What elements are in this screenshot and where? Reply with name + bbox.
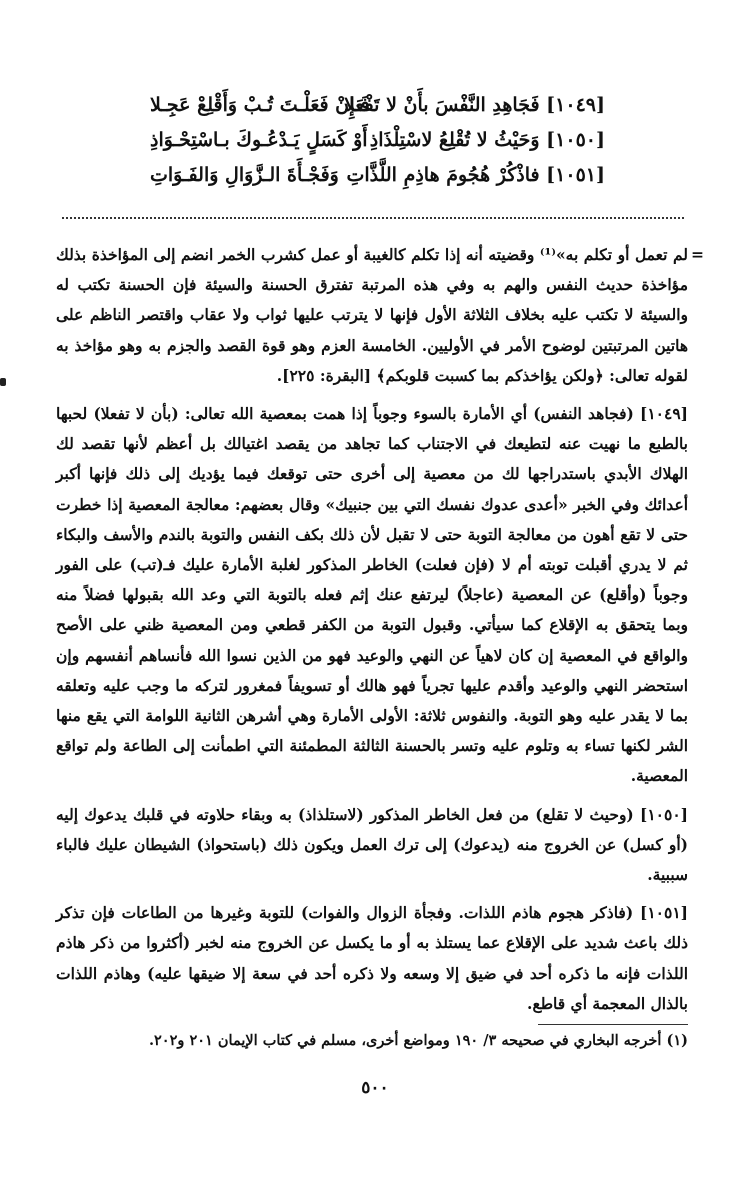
commentary-paragraph: [١٠٥١] (فاذكر هجوم هاذم اللذات. وفجأة الزوال والفوات) للتوبة وغيرها من الطاعات فإن تذكر ذلك باعث شديد على الإقلاع عما يستلذ به أو ما يكسل عن الخروج منه لخبر (أكثروا من ذكر هاذم اللذات فإنه ما ذكره أحد في ضيق إلا وسعه ولا ذكره أحد في سعة إلا ضيقها عليه) وهاذم اللذات بالذال المعجمة أي قاطع.: [56, 903, 688, 1013]
verse-first-hemistich: [١٠٤٩] فَجَاهِدِ النَّفْسَ بأَنْ لا تَفْعَلا: [344, 94, 605, 116]
verse-first-hemistich: [١٠٥٠] وَحَيْثُ لا تُقْلِعُ لاسْتِلْذَاذِ: [369, 129, 605, 151]
footnote-rule: [538, 1024, 688, 1025]
commentary-paragraph: لم تعمل أو تكلم به»⁽¹⁾ وقضيته أنه إذا تكلم كالغيبة أو عمل كشرب الخمر انضم إلى المؤاخذة بذلك مؤاخذة حديث النفس والهم به وفي هذه المرتبة تفترق الحسنة والسيئة فإن الحسنة تكتب له والسيئة لا تكتب عليه بخلاف الثلاثة الأول فإنها لا يترتب عليها ثواب ولا عقاب واقتصر الناظم على هاتين المرتبتين لوضوح الأمر في الأوليين. الخامسة العزم وهو قوة القصد والجزم به وهو مؤاخذ به لقوله تعالى: ﴿ولكن يؤاخذكم بما كسبت قلوبكم﴾ [البقرة: ٢٢٥].: [56, 245, 689, 385]
verse-second-hemistich: فَـإِنْ فَعَلْـتَ تُـبْ وَأَقْلِعْ عَجِـلا: [150, 94, 370, 116]
commentary-text: [56, 240, 704, 1019]
commentary-paragraph: [١٠٥٠] (وحيث لا تقلع) من فعل الخاطر المذكور (لاستلذاذ) به وبقاء حلاوته في قلبك يدعوك إليه (أو كسل) عن الخروج منه (يدعوك) إلى ترك العمل ويكون ذلك (باستحواذ) الشيطان عليك فالباء سببية.: [56, 804, 688, 885]
verse-second-hemistich: أَوْ كَسَلٍ يَـدْعُـوكَ بـاسْتِحْـوَاذِ: [150, 129, 368, 151]
verse-first-hemistich: [١٠٥١] فاذْكُرْ هُجُومَ هاذِمِ اللَّذَّاتِ: [346, 164, 605, 186]
commentary-paragraph: [١٠٤٩] (فجاهد النفس) أي الأمارة بالسوء وجوباً إذا همت بمعصية الله تعالى: (بأن لا تفعلا) لحبها بالطبع ما نهيت عنه لتطيعك في الاجتناب كما تجاهد من يقصد اغتيالك بل أعظم لأنها تقصد لك الهلاك الأبدي باستدراجها لك من معصية إلى أخرى حتى توقعك فيما يؤديك إلى ذلك فإنها أكبر أعدائك وفي الخبر «أعدى عدوك نفسك التي بين جنبيك» وقال بعضهم: معالجة المعصية إذا خطرت حتى لا تقع أهون من معالجة التوبة حتى لا تقبل لأن ذلك بكف النفس والتوبة بالندم والأسف والبكاء ثم لا يدري أقبلت توبته أم لا (فإن فعلت) الخاطر المذكور لغلبة الأمارة عليك فـ(تب) على الفور وجوباً (وأقلع) عن المعصية (عاجلاً) ليرتفع عنك إثم فعله بالتوبة التي وعد الله بقبولها فضلاً منه وبما يتحقق به الإقلاع كما سيأتي. وقبول التوبة من الكفر قطعي ومن المعصية ظني على الأصح والواقع في المعصية إن كان لاهياً عن النهي والوعيد فهو من الذين نسوا الله فأنساهم أنفسهم وإن استحضر النهي والوعيد وأقدم عليها تجرياً فهو هالك أو تسويفاً فمغرور لتركه ما وجب عليه وتعلقه بما لا يقدر عليه وهو التوبة. والنفوس ثلاثة: الأولى الأمارة وهي أشرهن الثانية اللوامة التي يقع منها الشر لكنها تساء به وتلوم عليه وتسر بالحسنة الثالثة المطمئنة التي اطمأنت إلى الطاعة ولم تواقع المعصية.: [56, 404, 688, 786]
verse-block: [150, 94, 605, 199]
scan-edge-mark: [0, 378, 6, 386]
continuation-mark: =: [691, 245, 704, 264]
verse-line: [150, 94, 605, 129]
dotted-separator: [62, 217, 684, 219]
page-number: ٥٠٠: [361, 1078, 389, 1098]
verse-second-hemistich: وَفَجْـأَةَ الـزَّوَالِ وَالفَـوَاتِ: [150, 164, 339, 186]
verse-line: [150, 129, 605, 164]
footnote: (١) أخرجه البخاري في صحيحه ٣/ ١٩٠ ومواضع أخرى، مسلم في كتاب الإيمان ٢٠١ و٢٠٢.: [148, 1032, 688, 1049]
verse-line: [150, 164, 605, 199]
